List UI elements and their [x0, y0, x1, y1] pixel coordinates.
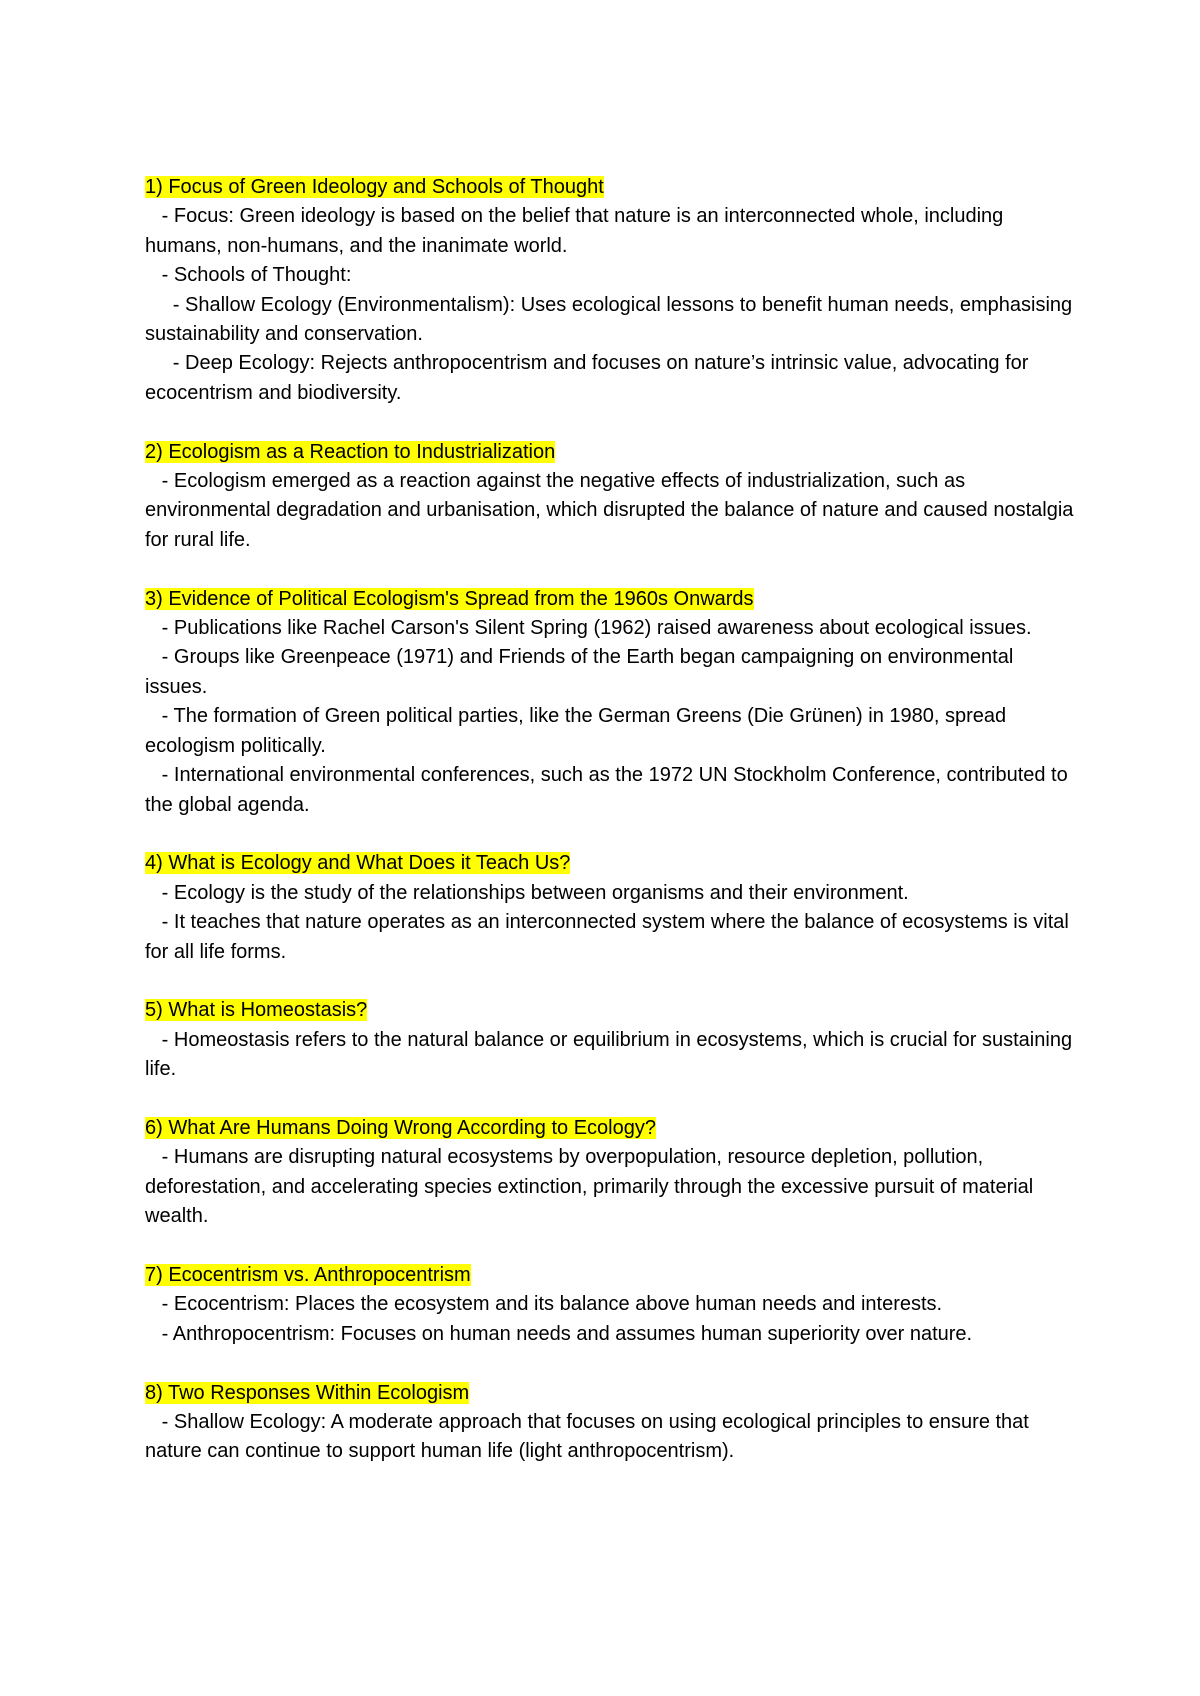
- section-5: [145, 996, 1078, 1084]
- document-page: [145, 173, 1079, 1496]
- section-2: [145, 438, 1079, 556]
- bullet-line: - Ecology is the study of the relationships between organisms and their environment.: [145, 881, 909, 904]
- section-4: [145, 849, 1075, 967]
- bullet-line: - Anthropocentrism: Focuses on human needs and assumes human superiority over nature.: [145, 1322, 973, 1345]
- bullet-line: - Homeostasis refers to the natural balance or equilibrium in ecosystems, which is crucial for sustaining life.: [145, 1028, 1078, 1081]
- bullet-line: - Deep Ecology: Rejects anthropocentrism and focuses on nature’s intrinsic value, advocating for ecocentrism and biodiversity.: [145, 352, 1035, 404]
- section-heading: 3) Evidence of Political Ecologism's Spread from the 1960s Onwards: [145, 587, 754, 610]
- bullet-line: - Shallow Ecology (Environmentalism): Uses ecological lessons to benefit human needs, emphasising sustainability and conservation.: [145, 293, 1078, 346]
- bullet-line: - Humans are disrupting natural ecosystems by overpopulation, resource depletion, pollution, deforestation, and accelerating species extinction, primarily through the excessive pursuit of material wealth.: [145, 1146, 1039, 1228]
- bullet-line: - International environmental conferences, such as the 1972 UN Stockholm Conference, contributed to the global agenda.: [145, 764, 1074, 816]
- bullet-line: - Groups like Greenpeace (1971) and Friends of the Earth began campaigning on environmental issues.: [145, 646, 1019, 698]
- bullet-line: - Focus: Green ideology is based on the belief that nature is an interconnected whole, including humans, non-humans, and the inanimate world.: [145, 205, 1009, 257]
- section-heading: 8) Two Responses Within Ecologism: [145, 1381, 470, 1404]
- bullet-line: - Publications like Rachel Carson's Silent Spring (1962) raised awareness about ecological issues.: [145, 617, 1032, 640]
- section-6: [145, 1114, 1075, 1232]
- section-heading: 5) What is Homeostasis?: [145, 999, 368, 1022]
- section-heading: 2) Ecologism as a Reaction to Industrialization: [145, 440, 556, 463]
- bullet-line: - Ecocentrism: Places the ecosystem and its balance above human needs and interests.: [145, 1293, 943, 1316]
- bullet-line: - The formation of Green political parties, like the German Greens (Die Grünen) in 1980, spread ecologism politically.: [145, 705, 1012, 757]
- bullet-line: - Schools of Thought:: [145, 264, 352, 287]
- bullet-line: - Ecologism emerged as a reaction against the negative effects of industrialization, such as environmental degradation and urbanisation, which disrupted the balance of nature and caused nostalgia for rural life.: [145, 470, 1079, 551]
- bullet-line: - It teaches that nature operates as an interconnected system where the balance of ecosystems is vital for all life forms.: [145, 911, 1075, 963]
- section-8: [145, 1379, 1075, 1467]
- section-heading: 6) What Are Humans Doing Wrong According to Ecology?: [145, 1116, 656, 1139]
- bullet-line: - Shallow Ecology: A moderate approach that focuses on using ecological principles to ensure that nature can continue to support human life (light anthropocentrism).: [145, 1410, 1035, 1463]
- section-heading: 4) What is Ecology and What Does it Teach Us?: [145, 852, 571, 875]
- section-heading: 1) Focus of Green Ideology and Schools of Thought: [145, 176, 604, 198]
- section-3: [145, 585, 1075, 820]
- section-1: [145, 173, 1078, 408]
- section-7: [145, 1261, 1075, 1349]
- section-heading: 7) Ecocentrism vs. Anthropocentrism: [145, 1263, 471, 1286]
